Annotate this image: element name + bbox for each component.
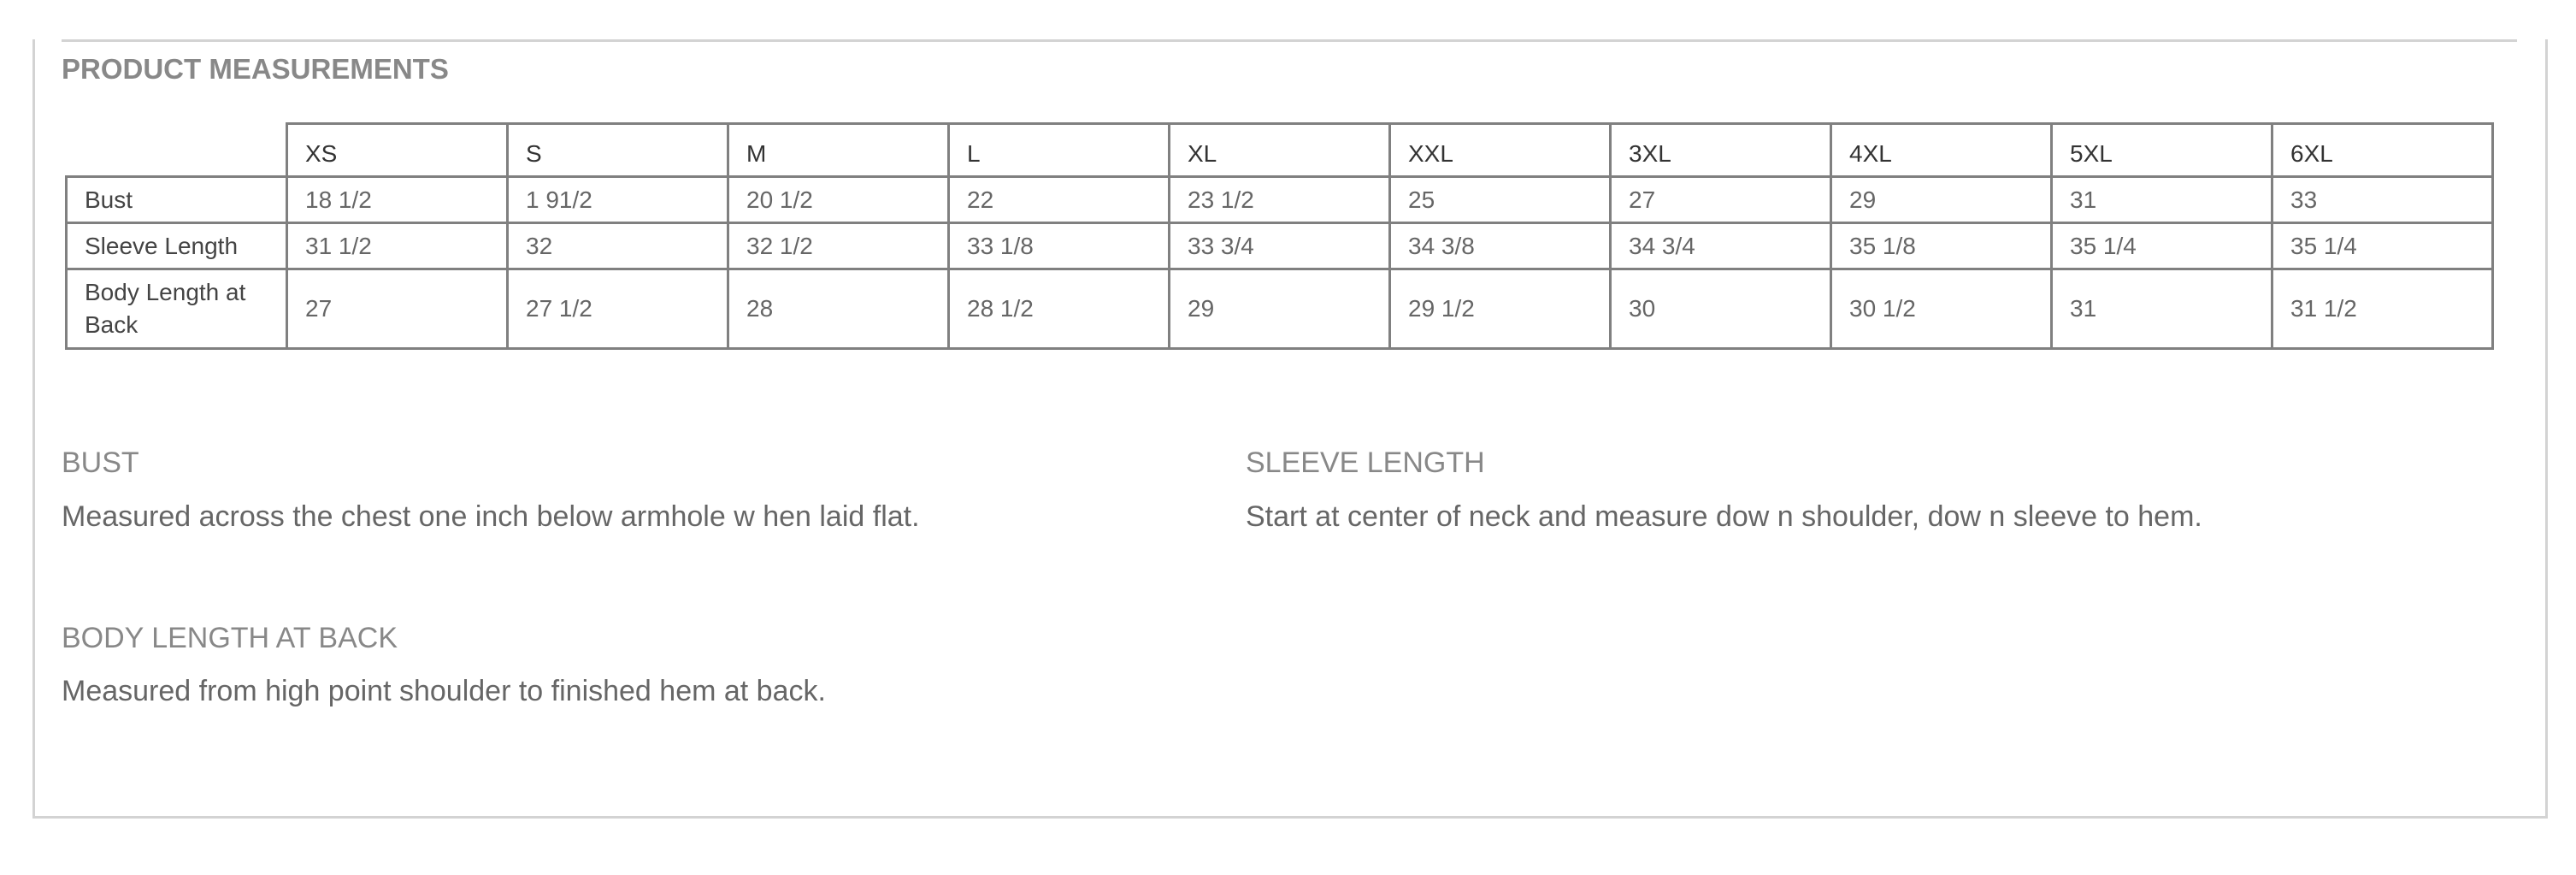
top-divider xyxy=(62,39,2517,42)
body-length-heading: BODY LENGTH AT BACK xyxy=(62,622,398,654)
measurement-cell: 22 xyxy=(949,177,1170,223)
measurement-cell: 25 xyxy=(1390,177,1611,223)
row-label: Sleeve Length xyxy=(67,223,287,269)
measurement-cell: 18 1/2 xyxy=(287,177,508,223)
measurement-cell: 31 xyxy=(2052,177,2272,223)
row-label: Bust xyxy=(67,177,287,223)
size-header-cell: S xyxy=(508,124,728,177)
page-title: PRODUCT MEASUREMENTS xyxy=(62,53,449,85)
measurement-cell: 33 1/8 xyxy=(949,223,1170,269)
measurement-cell: 31 1/2 xyxy=(2272,269,2493,349)
body-length-description: Measured from high point shoulder to finished hem at back. xyxy=(62,675,826,707)
size-header-row xyxy=(67,124,2493,177)
measurement-cell: 29 1/2 xyxy=(1390,269,1611,349)
measurement-cell: 35 1/4 xyxy=(2052,223,2272,269)
measurement-cell: 33 xyxy=(2272,177,2493,223)
table-row-body-length xyxy=(67,269,2493,349)
measurement-cell: 30 xyxy=(1611,269,1831,349)
measurement-cell: 27 xyxy=(287,269,508,349)
measurement-cell: 27 1/2 xyxy=(508,269,728,349)
measurement-cell: 28 xyxy=(728,269,949,349)
measurement-cell: 35 1/8 xyxy=(1831,223,2052,269)
size-header-cell: XS xyxy=(287,124,508,177)
size-header-cell: 6XL xyxy=(2272,124,2493,177)
size-header-cell: 3XL xyxy=(1611,124,1831,177)
measurement-cell: 27 xyxy=(1611,177,1831,223)
bust-description: Measured across the chest one inch below armhole w hen laid flat. xyxy=(62,500,920,533)
measurement-cell: 29 xyxy=(1170,269,1390,349)
measurement-cell: 32 1/2 xyxy=(728,223,949,269)
measurement-cell: 35 1/4 xyxy=(2272,223,2493,269)
sleeve-length-heading: SLEEVE LENGTH xyxy=(1246,446,1485,479)
measurement-cell: 32 xyxy=(508,223,728,269)
table-row-sleeve-length xyxy=(67,223,2493,269)
size-header-cell: XXL xyxy=(1390,124,1611,177)
measurement-cell: 28 1/2 xyxy=(949,269,1170,349)
size-header-cell: XL xyxy=(1170,124,1390,177)
bust-heading: BUST xyxy=(62,446,139,479)
measurement-cell: 20 1/2 xyxy=(728,177,949,223)
measurement-cell: 31 xyxy=(2052,269,2272,349)
size-header-cell: 5XL xyxy=(2052,124,2272,177)
sleeve-length-description: Start at center of neck and measure dow n shoulder, dow n sleeve to hem. xyxy=(1246,500,2202,533)
empty-corner-cell xyxy=(67,124,287,177)
size-header-cell: 4XL xyxy=(1831,124,2052,177)
size-header-cell: L xyxy=(949,124,1170,177)
measurement-cell: 1 91/2 xyxy=(508,177,728,223)
size-header-cell: M xyxy=(728,124,949,177)
measurement-cell: 23 1/2 xyxy=(1170,177,1390,223)
measurement-cell: 30 1/2 xyxy=(1831,269,2052,349)
measurement-cell: 34 3/4 xyxy=(1611,223,1831,269)
measurement-cell: 34 3/8 xyxy=(1390,223,1611,269)
table-row-bust xyxy=(67,177,2493,223)
measurement-cell: 29 xyxy=(1831,177,2052,223)
measurements-table xyxy=(65,122,2494,350)
row-label: Body Length at Back xyxy=(67,269,287,349)
measurement-cell: 33 3/4 xyxy=(1170,223,1390,269)
measurement-cell: 31 1/2 xyxy=(287,223,508,269)
